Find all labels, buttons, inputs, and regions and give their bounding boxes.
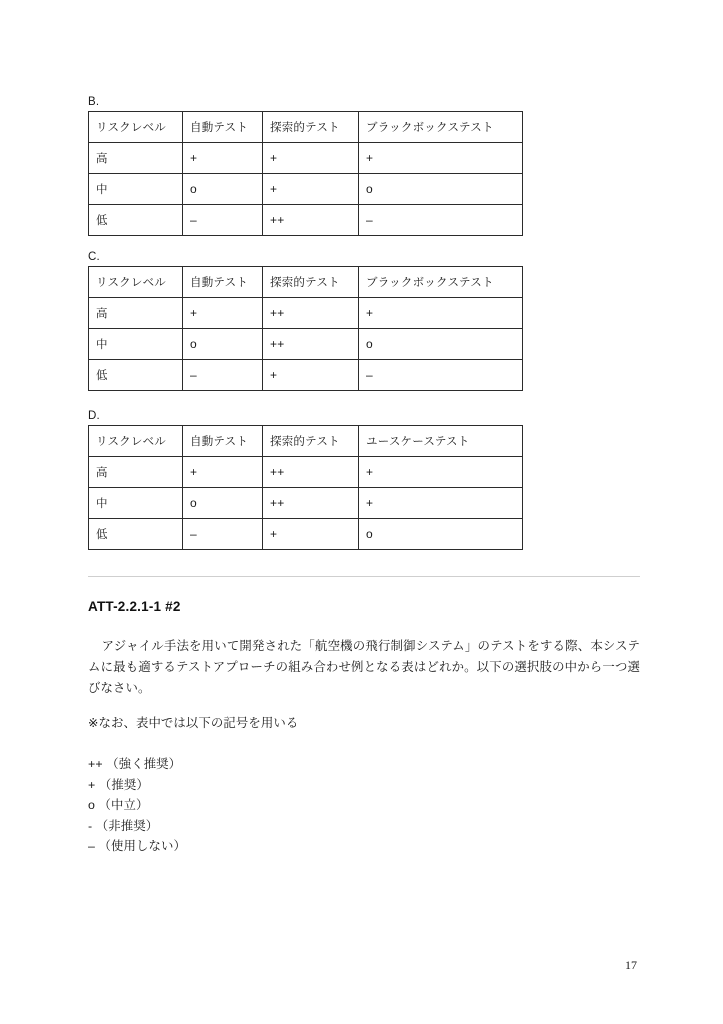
risk-level-cell: 中 [89,174,183,205]
risk-level-cell: 低 [89,360,183,391]
table-row [89,360,523,391]
rating-cell: ++ [263,298,359,329]
risk-approach-table [88,425,523,550]
legend-item [88,775,388,796]
table-header-row [89,426,523,457]
rating-cell: + [359,298,523,329]
legend-symbol: - [88,818,93,833]
rating-cell: ++ [263,205,359,236]
table-row [89,205,523,236]
risk-level-cell: 高 [89,298,183,329]
risk-level-cell: 中 [89,488,183,519]
table-row [89,298,523,329]
legend-item [88,795,388,816]
column-header: リスクレベル [89,267,183,298]
column-header: 探索的テスト [263,426,359,457]
page-number: 17 [625,958,637,972]
table-row [89,174,523,205]
section-divider [88,576,640,577]
rating-cell: ++ [263,329,359,360]
table-header-row [89,267,523,298]
rating-cell: ++ [263,457,359,488]
column-header: 探索的テスト [263,112,359,143]
table-row [89,143,523,174]
column-header: リスクレベル [89,426,183,457]
column-header: ブラックボックステスト [359,267,523,298]
risk-level-cell: 高 [89,457,183,488]
rating-cell: o [183,329,263,360]
legend-meaning: （中立） [98,798,149,812]
legend-symbol: – [88,839,95,853]
answer-option-c[interactable] [88,250,522,391]
legend-meaning: （推奨） [98,777,149,792]
legend-meaning: （非推奨） [95,818,159,833]
rating-cell: + [359,488,523,519]
legend-item [88,836,388,857]
column-header: 探索的テスト [263,267,359,298]
answer-option-d[interactable] [88,409,522,550]
legend-symbol: + [88,777,96,792]
rating-cell: + [263,519,359,550]
table-row [89,488,523,519]
legend-item [88,816,388,837]
option-letter-label: B. [88,96,100,108]
column-header: リスクレベル [89,112,183,143]
column-header: 自動テスト [183,426,263,457]
rating-cell: o [359,519,523,550]
legend-item [88,754,388,775]
rating-cell: + [359,143,523,174]
rating-cell: + [359,457,523,488]
risk-level-cell: 低 [89,205,183,236]
legend-meaning: （使用しない） [98,839,186,853]
legend-symbol: o [88,798,95,812]
legend-note: ※なお、表中では以下の記号を用いる [88,716,299,730]
rating-cell: + [183,143,263,174]
table-row [89,329,523,360]
legend-symbol: ++ [88,757,103,771]
rating-cell: + [263,360,359,391]
rating-cell: – [359,360,523,391]
question-heading: ATT-2.2.1-1 #2 [88,599,181,614]
rating-cell: – [183,360,263,391]
column-header: 自動テスト [183,267,263,298]
rating-cell: o [183,174,263,205]
legend-list [88,754,388,857]
rating-cell: ++ [263,488,359,519]
table-row [89,457,523,488]
risk-approach-table [88,111,523,236]
rating-cell: + [183,298,263,329]
rating-cell: – [183,205,263,236]
rating-cell: o [359,174,523,205]
risk-level-cell: 中 [89,329,183,360]
rating-cell: – [359,205,523,236]
column-header: 自動テスト [183,112,263,143]
risk-level-cell: 高 [89,143,183,174]
answer-option-b[interactable] [88,95,522,236]
risk-approach-table [88,266,523,391]
rating-cell: o [183,488,263,519]
rating-cell: – [183,519,263,550]
rating-cell: + [183,457,263,488]
legend-meaning: （強く推奨） [106,757,182,771]
question-body-text: アジャイル手法を用いて開発された「航空機の飛行制御システム」のテストをする際、本システムに最も適するテストアプローチの組み合わせ例となる表はどれか。以下の選択肢の中から一つ選びなさい。 [88,639,640,695]
column-header: ユースケーステスト [359,426,523,457]
table-header-row [89,112,523,143]
rating-cell: + [263,143,359,174]
option-letter-label: C. [88,251,100,263]
option-letter-label: D. [88,410,100,422]
column-header: ブラックボックステスト [359,112,523,143]
rating-cell: o [359,329,523,360]
rating-cell: + [263,174,359,205]
table-row [89,519,523,550]
risk-level-cell: 低 [89,519,183,550]
